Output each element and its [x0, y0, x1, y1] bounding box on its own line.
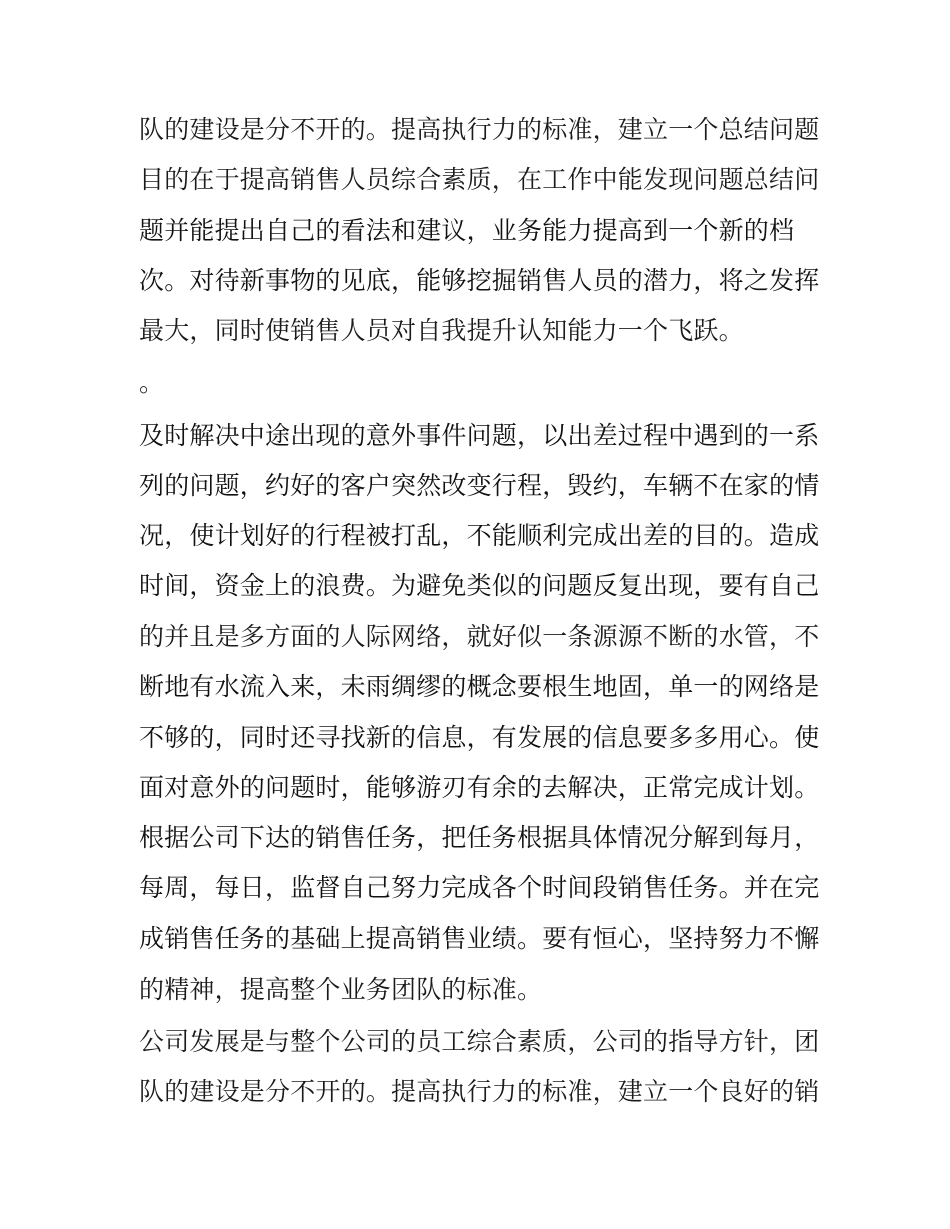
- text-line: 断地有水流入来，未雨绸缪的概念要根生地固，单一的网络是: [139, 672, 820, 701]
- text-line: 公司发展是与整个公司的员工综合素质，公司的指导方针，团: [139, 1027, 820, 1056]
- text-line: 队的建设是分不开的。提高执行力的标准，建立一个总结问题: [139, 115, 820, 144]
- text-line: 成销售任务的基础上提高销售业绩。要有恒心，坚持努力不懈: [139, 924, 820, 953]
- text-line: 面对意外的问题时，能够游刃有余的去解决，正常完成计划。: [139, 773, 820, 802]
- text-line: 题并能提出自己的看法和建议，业务能力提高到一个新的档: [139, 216, 795, 245]
- text-line: 最大，同时使销售人员对自我提升认知能力一个飞跃。: [139, 316, 744, 345]
- text-line: 次。对待新事物的见底，能够挖掘销售人员的潜力，将之发挥: [139, 266, 820, 295]
- text-line: 每周，每日，监督自己努力完成各个时间段销售任务。并在完: [139, 873, 820, 902]
- text-line: 况，使计划好的行程被打乱，不能顺利完成出差的目的。造成: [139, 521, 820, 550]
- text-line: 的并且是多方面的人际网络，就好似一条源源不断的水管，不: [139, 622, 820, 651]
- text-line: 。: [139, 368, 165, 397]
- text-line: 队的建设是分不开的。提高执行力的标准，建立一个良好的销: [139, 1077, 820, 1106]
- text-line: 的精神，提高整个业务团队的标准。: [139, 975, 543, 1004]
- text-line: 时间，资金上的浪费。为避免类似的问题反复出现，要有自己: [139, 571, 820, 600]
- text-line: 列的问题，约好的客户突然改变行程，毁约，车辆不在家的情: [139, 471, 820, 500]
- text-line: 不够的，同时还寻找新的信息，有发展的信息要多多用心。使: [139, 723, 820, 752]
- text-line: 根据公司下达的销售任务，把任务根据具体情况分解到每月，: [139, 823, 820, 852]
- text-line: 目的在于提高销售人员综合素质，在工作中能发现问题总结问: [139, 165, 820, 194]
- text-line: 及时解决中途出现的意外事件问题，以出差过程中遇到的一系: [139, 421, 820, 450]
